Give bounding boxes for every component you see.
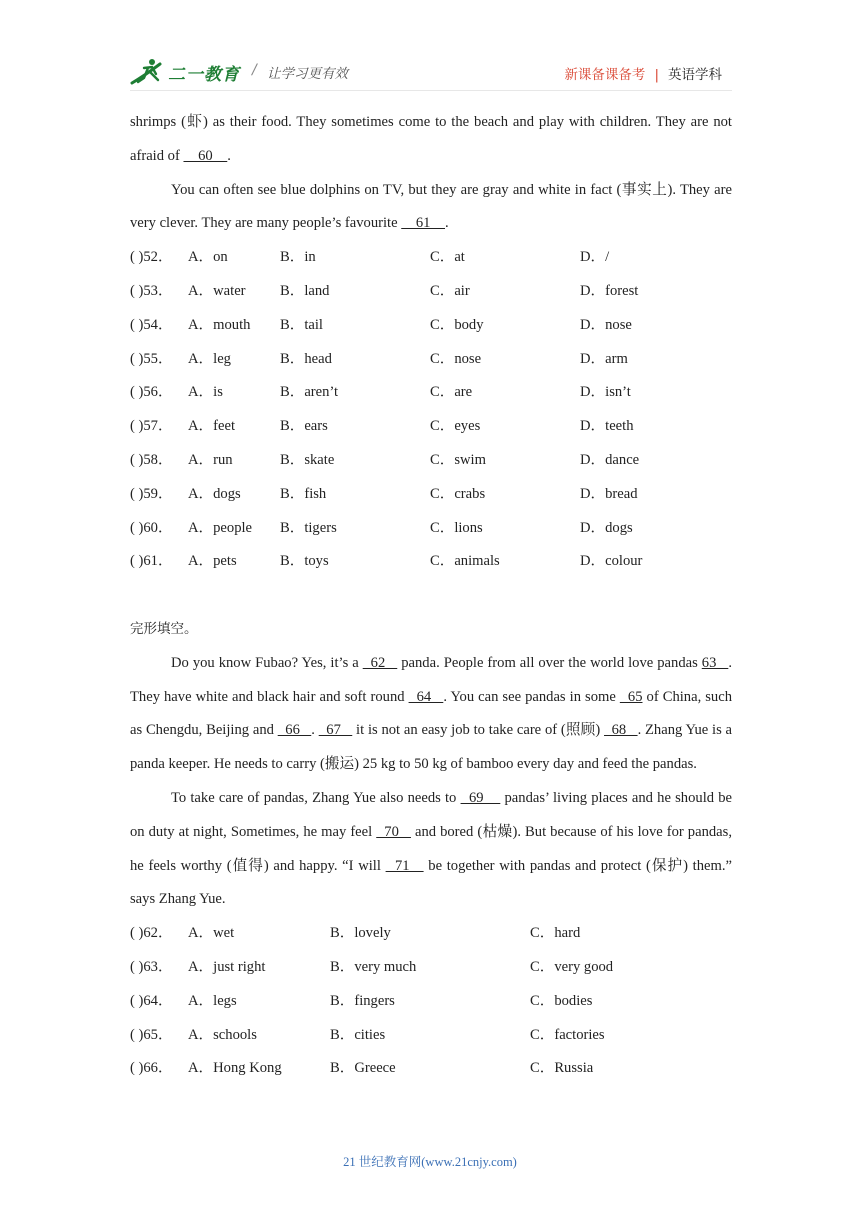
question-number: ( )62． (130, 925, 173, 942)
question-list-2 (130, 917, 732, 1086)
text: shrimps (虾) as their food. They sometimes come to the beach and play with children. They are not afraid of (130, 114, 732, 164)
option-d: D．forest (580, 282, 639, 299)
option-a: A．is (188, 384, 223, 401)
option-c: C．at (430, 249, 465, 266)
option-b: B．tail (280, 316, 323, 333)
section-title: 完形填空。 (130, 620, 198, 637)
question-row (130, 1052, 732, 1086)
option-a: A．people (188, 519, 253, 536)
text: of China, such as Chengdu, Beijing and (130, 688, 732, 739)
option-c: C．very good (530, 958, 614, 975)
question-number: ( )58． (130, 451, 173, 468)
passage2-paragraph-2 (130, 782, 732, 917)
blank-65: 65 (619, 688, 643, 705)
question-row (130, 275, 732, 309)
option-b: B．tigers (280, 519, 337, 536)
logo (130, 56, 240, 88)
blank-63: 63 (701, 654, 729, 671)
blank-70: 70 (376, 823, 411, 840)
text: . You can see pandas in some (443, 688, 620, 705)
header-rule (130, 90, 732, 91)
spacer (130, 579, 732, 613)
option-b: B．land (280, 282, 330, 299)
question-number: ( )63． (130, 958, 173, 975)
option-d: D．bread (580, 485, 638, 502)
option-b: B．fingers (330, 992, 395, 1009)
text: . Zhang Yue is a panda keeper. He needs to carry (搬运) 25 kg to 50 kg of bamboo every day and feed the pandas. (130, 722, 733, 773)
question-number: ( )65． (130, 1026, 173, 1043)
question-number: ( )55． (130, 350, 173, 367)
question-number: ( )61． (130, 553, 173, 570)
slogan-separator: / (252, 62, 257, 78)
question-row (130, 917, 732, 951)
option-c: C．animals (430, 553, 500, 570)
option-b: B．cities (330, 1026, 386, 1043)
blank-61: 61 (401, 215, 446, 232)
option-a: A．mouth (188, 316, 251, 333)
option-c: C．eyes (430, 418, 481, 435)
option-c: C．crabs (430, 485, 486, 502)
option-c: C．body (430, 316, 484, 333)
text: and bored (枯燥). But because of his love for pandas, he feels worthy (值得) and happy. “I will (130, 823, 732, 874)
question-row (130, 343, 732, 377)
option-b: B．aren’t (280, 384, 339, 401)
text: . (227, 147, 231, 164)
option-d: D．colour (580, 553, 643, 570)
question-list-1 (130, 241, 732, 579)
option-a: A．run (188, 451, 233, 468)
blank-64: 64 (408, 688, 444, 705)
option-c: C．nose (430, 350, 482, 367)
blank-60: 60 (183, 147, 228, 164)
running-man-logo-icon (130, 56, 166, 88)
option-b: B．head (280, 350, 332, 367)
option-a: A．just right (188, 958, 266, 975)
blank-69: 69 (460, 789, 501, 806)
question-number: ( )53． (130, 282, 173, 299)
option-c: C．hard (530, 925, 581, 942)
option-a: A．legs (188, 992, 237, 1009)
question-row (130, 951, 732, 985)
option-a: A．on (188, 249, 228, 266)
question-row (130, 410, 732, 444)
option-c: C．swim (430, 451, 486, 468)
question-row (130, 241, 732, 275)
option-c: C．are (430, 384, 473, 401)
option-c: C．factories (530, 1026, 605, 1043)
option-a: A．schools (188, 1026, 257, 1043)
logo-text: 二一教育 (168, 64, 240, 85)
question-row (130, 376, 732, 410)
question-number: ( )56． (130, 384, 173, 401)
text: To take care of pandas, Zhang Yue also needs to (171, 789, 461, 806)
blank-62: 62 (362, 654, 398, 671)
question-number: ( )57． (130, 418, 173, 435)
text: it is not an easy job to take care of (照顾) (352, 722, 605, 739)
text: be together with pandas and protect (保护) them.” says Zhang Yue. (130, 857, 732, 908)
header-course-label: 新课备课备考 (564, 67, 646, 83)
passage1-paragraph-1 (130, 106, 732, 174)
question-row (130, 545, 732, 579)
option-b: B．in (280, 249, 316, 266)
option-a: A．pets (188, 553, 237, 570)
option-b: B．toys (280, 553, 329, 570)
option-a: A．feet (188, 418, 236, 435)
text: Do you know Fubao? Yes, it’s a (171, 654, 363, 671)
option-a: A．water (188, 282, 246, 299)
slogan: 让学习更有效 (267, 66, 348, 82)
document-body (130, 106, 732, 1086)
option-d: D．teeth (580, 418, 634, 435)
option-d: D．dance (580, 451, 640, 468)
text: . (311, 722, 319, 739)
header-subject-label: 英语学科 (668, 67, 722, 83)
question-number: ( )66． (130, 1060, 173, 1077)
passage2-paragraph-1 (130, 647, 732, 782)
header-divider: | (654, 67, 659, 83)
option-b: B．lovely (330, 925, 391, 942)
text: panda. People from all over the world love pandas (397, 654, 702, 671)
text: . They have white and black hair and soft round (130, 654, 732, 705)
blank-71: 71 (385, 857, 424, 874)
option-c: C．air (430, 282, 470, 299)
blank-67: 67 (318, 722, 353, 739)
text: . (445, 215, 449, 232)
question-row (130, 478, 732, 512)
option-d: D．nose (580, 316, 632, 333)
option-b: B．Greece (330, 1060, 396, 1077)
option-b: B．very much (330, 958, 417, 975)
option-d: D．dogs (580, 519, 633, 536)
option-d: D．/ (580, 249, 610, 266)
option-d: D．arm (580, 350, 628, 367)
option-c: C．lions (430, 519, 483, 536)
option-a: A．dogs (188, 485, 241, 502)
text: pandas’ living places and he should be on duty at night, Sometimes, he may feel (130, 789, 733, 840)
blank-66: 66 (277, 722, 312, 739)
question-number: ( )54． (130, 316, 173, 333)
question-number: ( )64． (130, 992, 173, 1009)
page-footer: 21 世纪教育网(www.21cnjy.com) (343, 1155, 517, 1169)
option-a: A．leg (188, 350, 231, 367)
question-number: ( )59． (130, 485, 173, 502)
option-b: B．ears (280, 418, 328, 435)
option-c: C．bodies (530, 992, 593, 1009)
option-a: A．Hong Kong (188, 1060, 282, 1077)
header-subject (564, 63, 722, 83)
question-row (130, 444, 732, 478)
question-number: ( )60． (130, 519, 173, 536)
option-b: B．skate (280, 451, 335, 468)
option-d: D．isn’t (580, 384, 631, 401)
option-c: C．Russia (530, 1060, 594, 1077)
question-row (130, 309, 732, 343)
text: You can often see blue dolphins on TV, but they are gray and white in fact (事实上). They are very clever. They are many people’s favourite (130, 181, 732, 232)
blank-68: 68 (604, 722, 638, 739)
option-a: A．wet (188, 925, 235, 942)
option-b: B．fish (280, 485, 327, 502)
question-row (130, 985, 732, 1019)
passage1-paragraph-2 (130, 174, 732, 242)
question-number: ( )52． (130, 249, 173, 266)
question-row (130, 1019, 732, 1053)
question-row (130, 512, 732, 546)
page-header (130, 52, 732, 92)
